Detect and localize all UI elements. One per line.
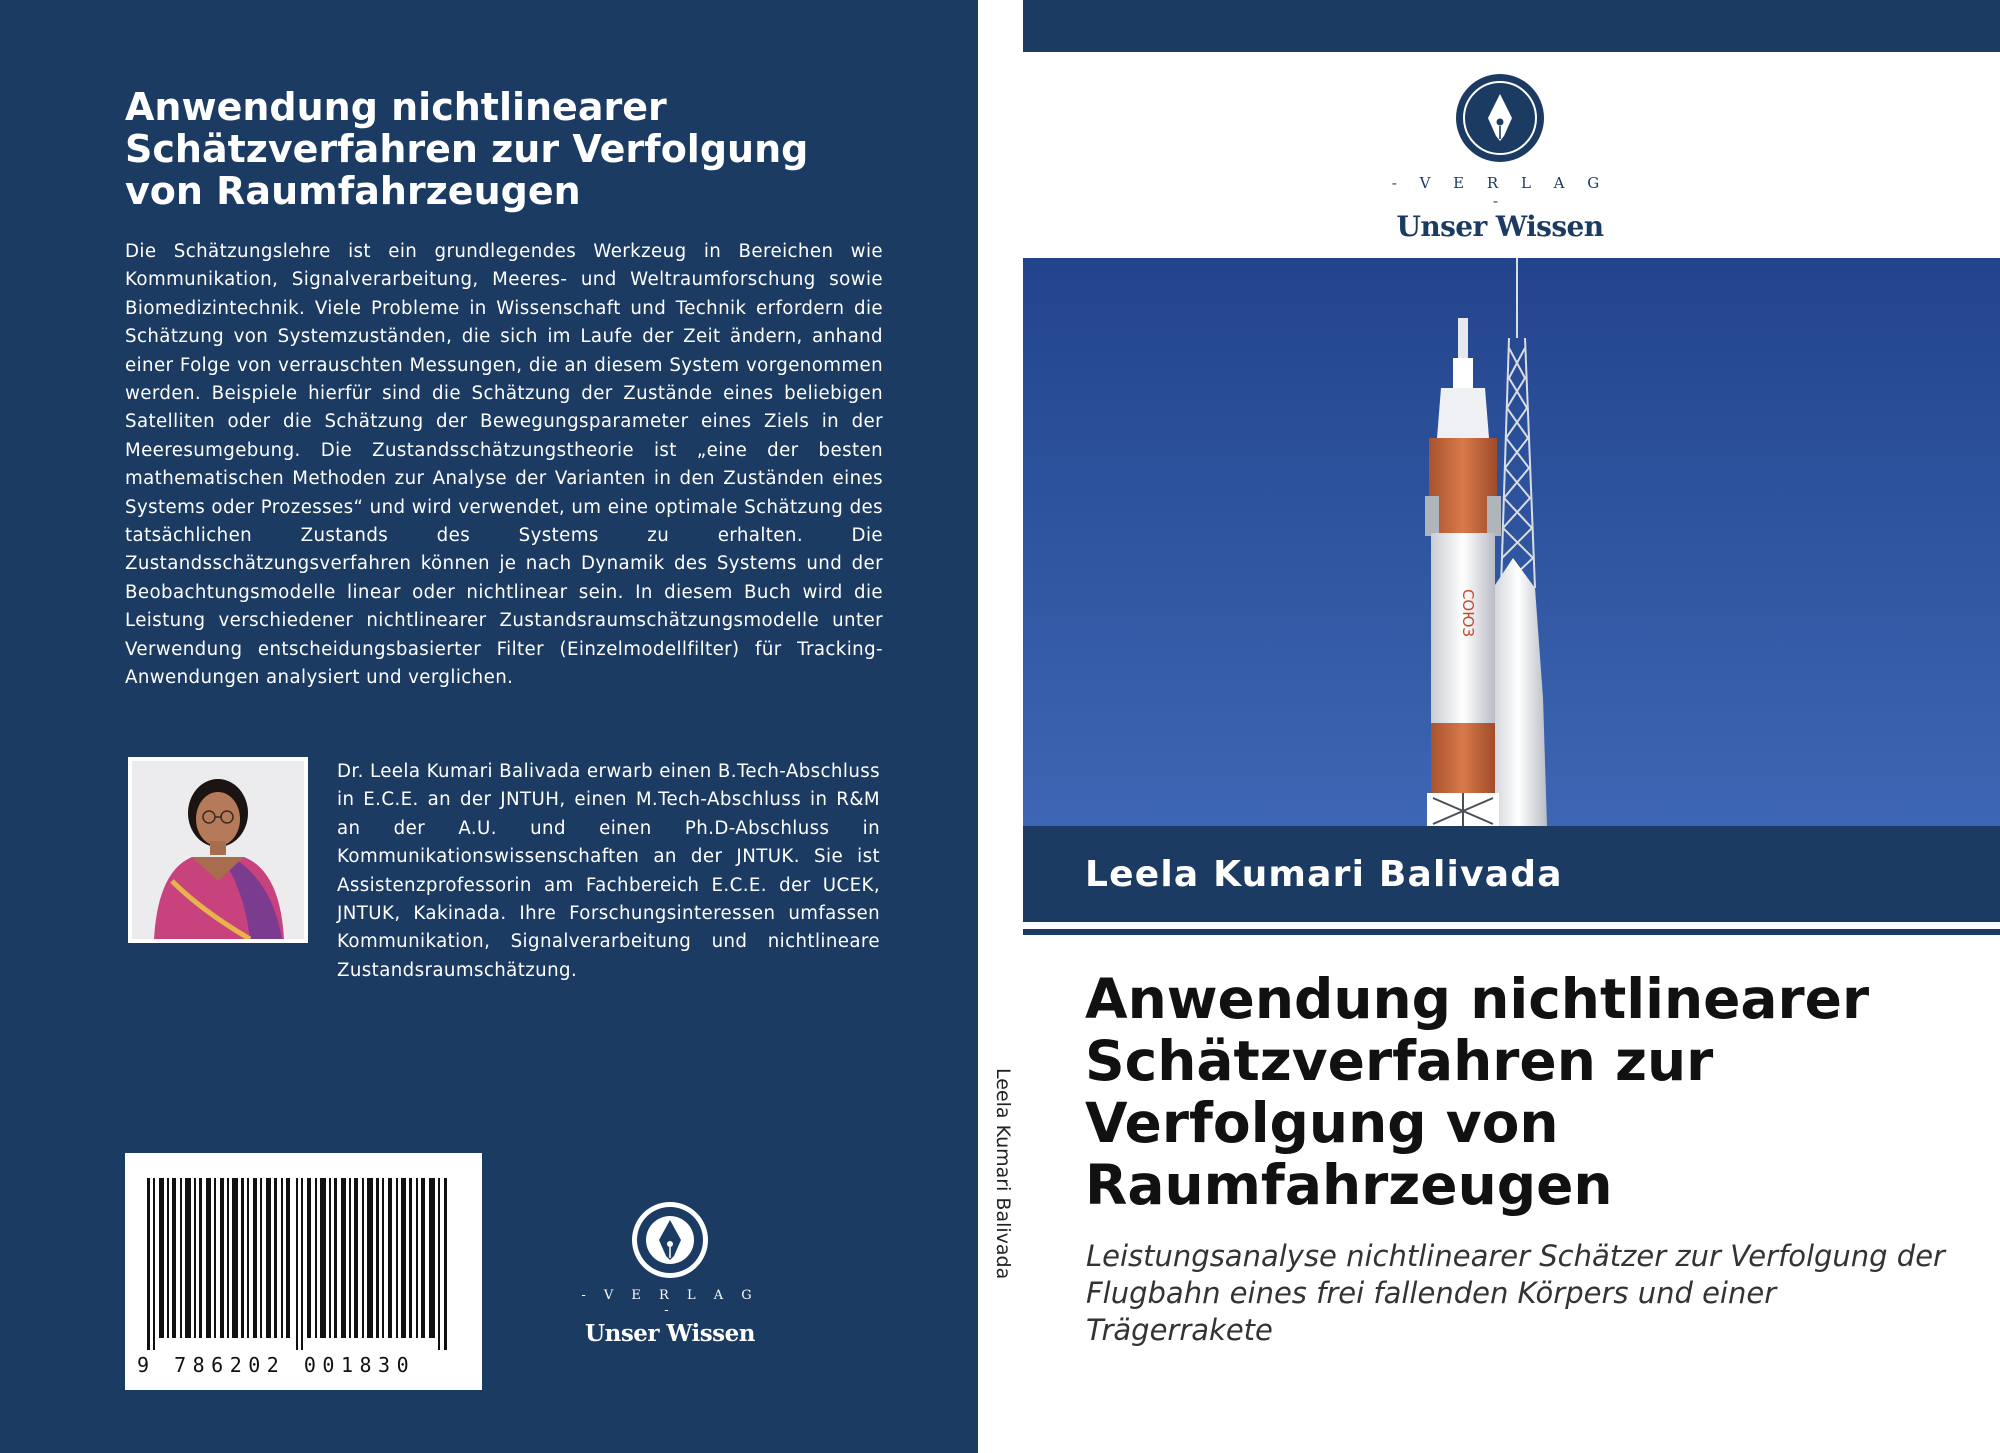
author-biography: Dr. Leela Kumari Balivada erwarb einen B.Tech-Abschluss in E.C.E. an der JNTUH, einen M.Tech-Abschluss in R&M an der A.U. und einen Ph.D-Abschluss in Kommunikationswissenschaften an der JNTUK. Sie ist Assistenzprofessorin am Fachbereich E.C.E. der UCEK, JNTUK, Kakinada. Ihre Forschungsinteressen umfassen Kommunikation, Signalverarbeitung und nichtlineare Zustandsraumschätzung. xyxy=(337,761,880,981)
isbn-barcode xyxy=(125,1153,482,1390)
svg-text:COЮЗ: COЮЗ xyxy=(1459,588,1477,638)
publisher-name: Unser Wissen xyxy=(1396,210,1604,243)
cover-rocket-photo xyxy=(1023,258,2000,826)
back-cover-title: Anwendung nichtlinearer Schätzverfahren zur Verfolgung von Raumfahrzeugen xyxy=(125,85,809,213)
author-portrait xyxy=(128,757,308,943)
publisher-name: Unser Wissen xyxy=(585,1320,755,1347)
front-author-band xyxy=(1023,826,2000,922)
front-cover-title: Anwendung nichtlinearer Schätzverfahren zur Verfolgung von Raumfahrzeugen xyxy=(1085,967,1870,1217)
back-cover-blurb: Die Schätzungslehre ist ein grundlegendes Werkzeug in Bereichen wie Kommunikation, Signalverarbeitung, Meeres- und Weltraumforschung sowie Biomedizintechnik. Viele Probleme in Wissenschaft und Technik erfordern die Schätzung von Systemzuständen, die sich im Laufe der Zeit ändern, anhand einer Folge von verrauschten Messungen, die an diesem System vorgenommen werden. Beispiele hierfür sind die Schätzung der Zustände eines beliebigen Satelliten oder die Schätzung der Bewegungsparameter eines Ziels in der Meeresumgebung. Die Zustandsschätzungstheorie ist „eine der besten mathematischen Methoden zur Analyse der Varianten in den Zuständen eines Systems oder Prozesses“ und wird verwendet, um eine optimale Schätzung des tatsächlichen Zustands des Systems zu erhalten. Die Zustandsschätzungsverfahren können je nach Dynamik des Systems und der Beobachtungsmodelle linear oder nichtlinear sein. In diesem Buch wird die Leistung verschiedener nichtlinearer Zustandsraumschätzungsmodelle unter Verwendung entscheidungsbasierter Filter (Einzelmodellfilter) für Tracking-Anwendungen analysiert und verglichen. xyxy=(125,241,883,689)
front-divider-rule xyxy=(1023,929,2000,935)
fountain-pen-nib-icon xyxy=(630,1200,710,1280)
front-top-bar xyxy=(1023,0,2000,52)
barcode-bars xyxy=(135,1178,471,1350)
isbn-digits: 9 786202 001830 xyxy=(137,1353,416,1377)
fountain-pen-nib-icon xyxy=(1454,72,1546,164)
back-publisher-logo xyxy=(575,1200,765,1347)
front-publisher-logo xyxy=(1390,72,1610,243)
front-cover-subtitle: Leistungsanalyse nichtlinearer Schätzer zur Verfolgung der Flugbahn eines frei fallenden Körpers und einer Trägerrakete xyxy=(1086,1239,1945,1347)
back-cover xyxy=(0,0,978,1453)
publisher-verlag-label: - V E R L A G - xyxy=(581,1288,759,1318)
publisher-verlag-label: - V E R L A G - xyxy=(1391,174,1609,210)
spine-author: Leela Kumari Balivada xyxy=(992,1068,1014,1280)
front-author-name: Leela Kumari Balivada xyxy=(1085,854,1563,895)
